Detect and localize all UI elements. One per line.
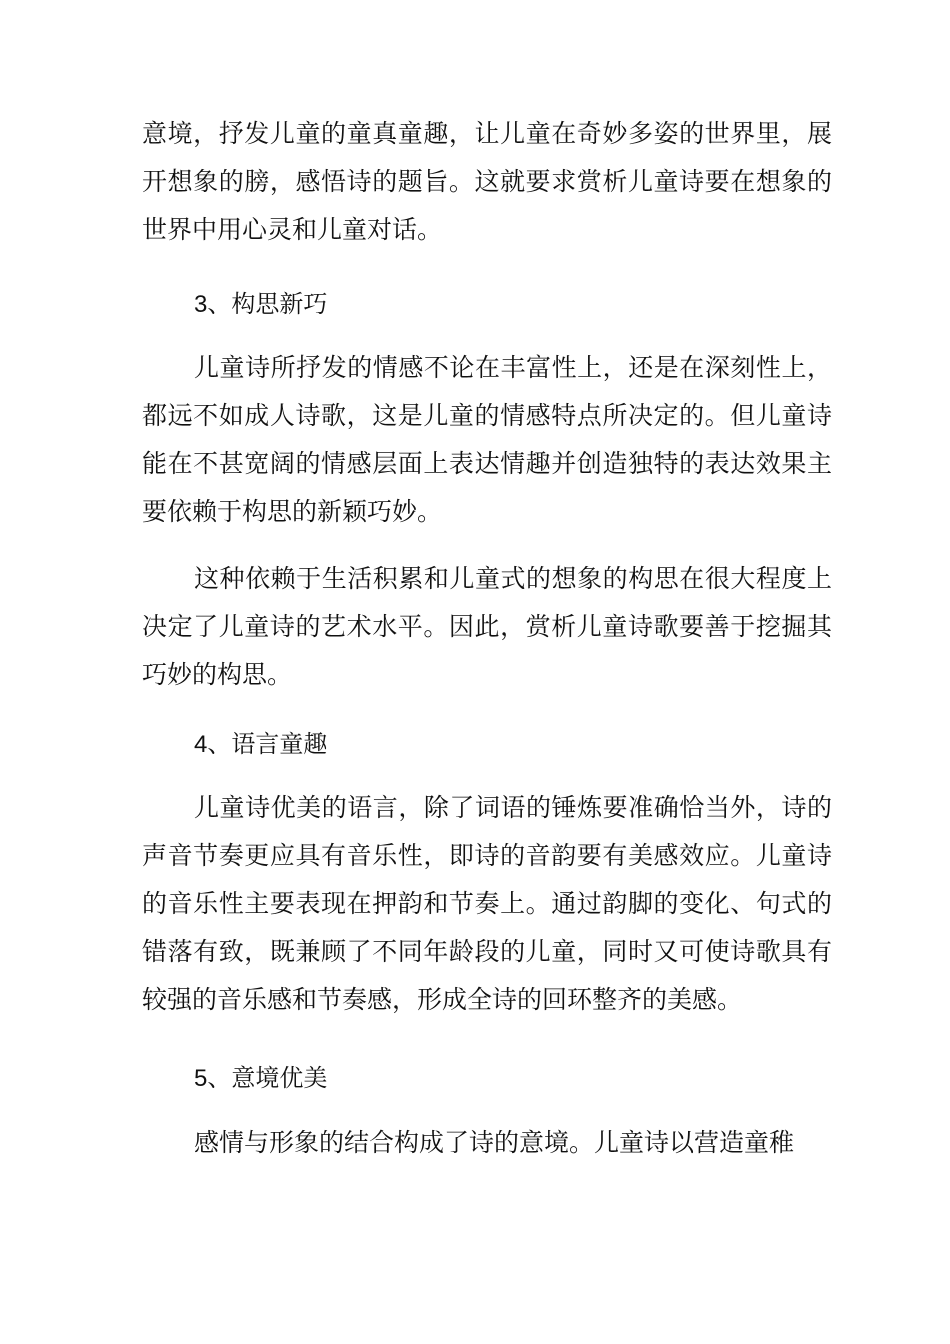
paragraph-body: 这种依赖于生活积累和儿童式的想象的构思在很大程度上决定了儿童诗的艺术水平。因此，赏析儿童诗歌要善于挖掘其巧妙的构思。	[142, 564, 832, 689]
paragraph-body: 儿童诗优美的语言，除了词语的锤炼要准确恰当外，诗的声音节奏更应具有音乐性，即诗的音韵要有美感效应。儿童诗的音乐性主要表现在押韵和节奏上。通过韵脚的变化、句式的错落有致，既兼顾了不同年龄段的儿童，同时又可使诗歌具有较强的音乐感和节奏感，形成全诗的回环整齐的美感。	[142, 793, 832, 1014]
paragraph-body: 儿童诗所抒发的情感不论在丰富性上，还是在深刻性上，都远不如成人诗歌，这是儿童的情感特点所决定的。但儿童诗能在不甚宽阔的情感层面上表达情趣并创造独特的表达效果主要依赖于构思的新颖巧妙。	[142, 353, 832, 526]
section-heading-4	[194, 720, 327, 769]
section-title: 、语言童趣	[207, 730, 328, 758]
paragraph-continuation: 意境，抒发儿童的童真童趣，让儿童在奇妙多姿的世界里，展开想象的膀，感悟诗的题旨。这就要求赏析儿童诗要在想象的世界中用心灵和儿童对话。	[142, 119, 832, 244]
paragraph-body: 感情与形象的结合构成了诗的意境。儿童诗以营造童稚	[194, 1128, 795, 1157]
section-heading-5	[194, 1054, 327, 1103]
section-title: 、构思新巧	[207, 290, 328, 318]
section-number: 3	[194, 291, 208, 318]
section-number: 4	[194, 731, 208, 758]
section-number: 5	[194, 1065, 208, 1092]
section-heading-3	[194, 280, 327, 329]
section-title: 、意境优美	[207, 1064, 328, 1092]
